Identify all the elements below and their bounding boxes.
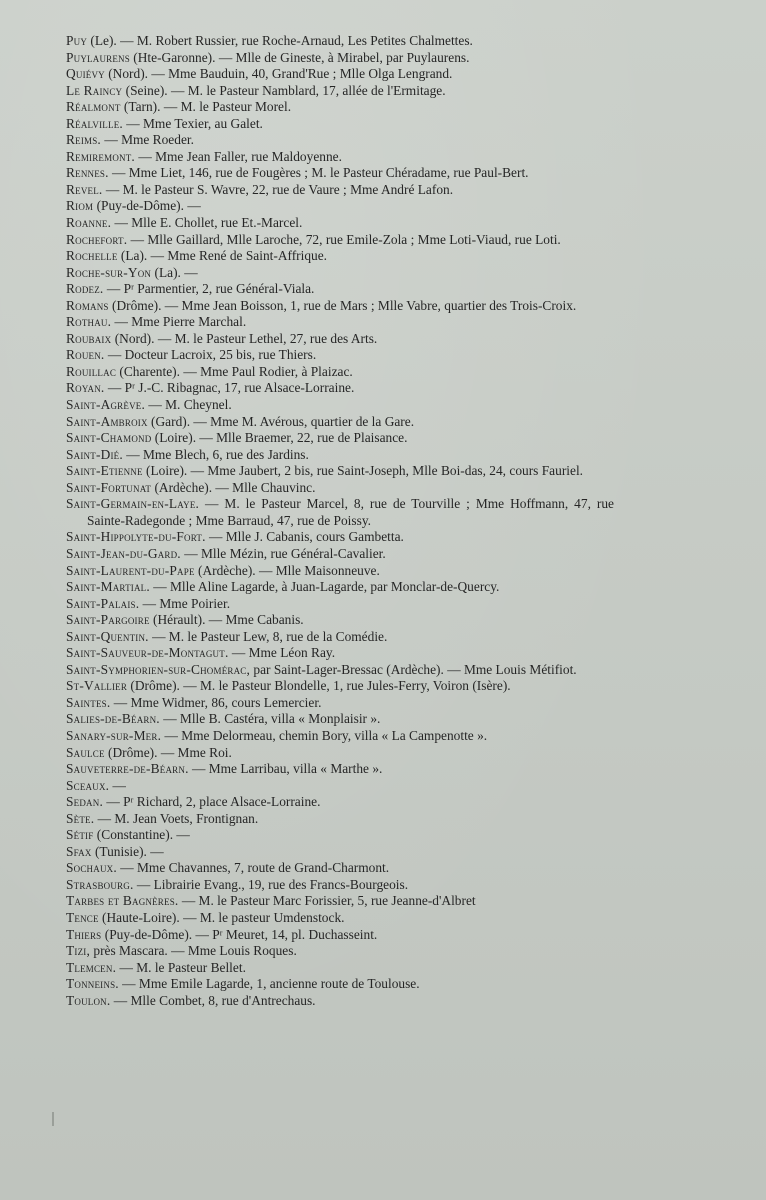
contact-detail: — Docteur Lacroix, 25 bis, rue Thiers. <box>104 347 317 363</box>
directory-entry <box>66 33 614 50</box>
contact-detail: — M. Robert Russier, rue Roche-Arnaud, Les Petites Chalmettes. <box>116 33 473 48</box>
place-region: (Drôme). <box>104 744 158 760</box>
place-name: Rothau. <box>66 314 112 330</box>
place-name: Sochaux. <box>66 860 117 876</box>
contact-detail: — Mme Bauduin, 40, Grand'Rue ; Mlle Olga Lengrand. <box>148 66 453 82</box>
place-name: Tlemcen. <box>66 959 117 975</box>
place-region: (Nord). <box>111 330 155 346</box>
contact-detail: — M. le Pasteur S. Wavre, 22, rue de Vaure ; Mme André Lafon. <box>102 181 454 197</box>
directory-entry <box>66 811 614 828</box>
contact-detail: — Pʳ Meuret, 14, pl. Duchasseint. <box>192 926 378 942</box>
directory-entry <box>66 331 614 348</box>
contact-detail: — Mme Paul Rodier, à Plaizac. <box>179 363 353 379</box>
place-name: Sauveterre-de-Béarn. <box>66 761 189 777</box>
contact-detail: — Pʳ Richard, 2, place Alsace-Lorraine. <box>103 794 321 810</box>
contact-detail: — Mlle E. Chollet, rue Et.-Marcel. <box>111 215 303 231</box>
contact-detail: — <box>173 827 190 843</box>
directory-entry <box>66 298 614 315</box>
place-name: Sète. <box>66 810 95 826</box>
directory-entry <box>66 66 614 83</box>
directory-entry <box>66 794 614 811</box>
place-name: Remiremont. <box>66 148 135 164</box>
directory-entry <box>66 281 614 298</box>
directory-entry <box>66 149 614 166</box>
contact-detail: — M. le Pasteur Bellet. <box>116 959 246 975</box>
place-name: Riom <box>66 198 94 214</box>
place-name: Puylaurens <box>66 49 130 65</box>
contact-detail: — <box>146 843 164 859</box>
directory-entry <box>66 314 614 331</box>
directory-entry <box>66 877 614 894</box>
contact-detail: — Mme Léon Ray. <box>228 645 336 661</box>
place-region: (La). <box>117 248 148 264</box>
place-region: (Charente). <box>116 363 180 379</box>
contact-detail: — Mlle Mézin, rue Général-Cavalier. <box>180 545 386 561</box>
contact-detail: — Mme René de Saint-Affrique. <box>147 248 328 264</box>
place-name: St-Vallier <box>66 678 128 694</box>
contact-detail: — Mme Blech, 6, rue des Jardins. <box>122 446 309 462</box>
contact-detail: — Mlle Gaillard, Mlle Laroche, 72, rue Emile-Zola ; Mme Loti-Viaud, rue Loti. <box>127 231 561 247</box>
place-region: (Hte-Garonne). <box>129 49 216 65</box>
place-name: Puy <box>66 33 88 48</box>
contact-detail: — Mme Widmer, 86, cours Lemercier. <box>110 694 322 710</box>
contact-detail: — Mlle Braemer, 22, rue de Plaisance. <box>196 430 408 446</box>
contact-detail: — Mme Jaubert, 2 bis, rue Saint-Joseph, Mlle Boi-das, 24, cours Fauriel. <box>187 463 584 479</box>
place-name: Salies-de-Béarn. <box>66 711 160 727</box>
place-name: Le Raincy <box>66 82 123 98</box>
contact-detail: — <box>183 198 201 214</box>
place-region: (Puy-de-Dôme). <box>101 926 193 942</box>
place-name: Saint-Dié. <box>66 446 123 462</box>
directory-entry <box>66 728 614 745</box>
place-name: Toulon. <box>66 992 111 1008</box>
directory-entry <box>66 83 614 100</box>
place-name: Saulce <box>66 744 105 760</box>
directory-entry <box>66 960 614 977</box>
contact-detail: — Mlle Aline Lagarde, à Juan-Lagarde, par Monclar-de-Quercy. <box>149 579 500 595</box>
place-name: Saint-Germain-en-Laye. <box>66 496 200 512</box>
place-region: (Constantine). <box>93 827 174 843</box>
directory-entry <box>66 198 614 215</box>
directory-entry <box>66 563 614 580</box>
place-region: (Loire). <box>142 463 188 479</box>
directory-entry <box>66 976 614 993</box>
contact-detail: — M. le Pasteur Blondelle, 1, rue Jules-Ferry, Voiron (Isère). <box>179 678 511 694</box>
place-name: Saintes. <box>66 694 111 710</box>
place-name: Réalville. <box>66 115 123 131</box>
contact-detail: — Mlle Chauvinc. <box>212 479 316 495</box>
place-region: (Drôme). <box>108 297 162 313</box>
place-name: Tarbes et Bagnères. <box>66 893 179 909</box>
place-name: Saint-Ambroix <box>66 413 148 429</box>
contact-detail: — Mme Roeder. <box>100 132 194 148</box>
directory-entry <box>66 116 614 133</box>
directory-entry <box>66 529 614 546</box>
contact-detail: — M. le Pasteur Namblard, 17, allée de l'Ermitage. <box>167 82 446 98</box>
place-name: Saint-Palais. <box>66 595 140 611</box>
place-name: Revel. <box>66 181 103 197</box>
place-name: Saint-Quentin. <box>66 628 149 644</box>
directory-entry <box>66 50 614 67</box>
place-name: Rennes. <box>66 165 109 181</box>
place-region: (Hérault). <box>149 612 206 628</box>
directory-entry <box>66 364 614 381</box>
contact-detail: — Mme Cabanis. <box>205 612 304 628</box>
place-region: (Le). <box>87 33 117 48</box>
place-name: Rochelle <box>66 248 118 264</box>
contact-detail: — Mlle de Gineste, à Mirabel, par Puylaurens. <box>215 49 470 65</box>
place-region: (Puy-de-Dôme). <box>93 198 184 214</box>
directory-entry <box>66 347 614 364</box>
place-name: Saint-Agrève. <box>66 397 146 413</box>
place-name: Tence <box>66 909 99 925</box>
directory-entry <box>66 496 614 529</box>
directory-entry <box>66 993 614 1010</box>
directory-entry <box>66 662 614 679</box>
directory-entry <box>66 778 614 795</box>
directory-entry <box>66 596 614 613</box>
place-region: (Tunisie). <box>91 843 147 859</box>
place-name: Saint-Hippolyte-du-Fort. <box>66 529 206 545</box>
place-region: (Ardèche). <box>151 479 213 495</box>
contact-detail: — Mlle B. Castéra, villa « Monplaisir ». <box>159 711 381 727</box>
place-name: Saint-Symphorien-sur-Chomérac, <box>66 661 251 677</box>
place-name: Sétif <box>66 827 94 843</box>
place-name: Sedan. <box>66 794 103 810</box>
directory-entry <box>66 380 614 397</box>
contact-detail: — Mme Poirier. <box>139 595 231 611</box>
directory-entry <box>66 215 614 232</box>
place-name: Roanne. <box>66 215 112 231</box>
place-name: Saint-Fortunat <box>66 479 152 495</box>
place-region: (Loire). <box>151 430 197 446</box>
place-name: Quiévy <box>66 66 105 82</box>
contact-detail: — Mme Pierre Marchal. <box>111 314 247 330</box>
contact-detail: — M. le Pasteur Lew, 8, rue de la Comédie. <box>148 628 388 644</box>
place-region: (La). <box>151 264 181 280</box>
directory-entry <box>66 645 614 662</box>
place-name: Sanary-sur-Mer. <box>66 727 162 743</box>
directory-entry <box>66 397 614 414</box>
place-name: Tonneins. <box>66 976 119 992</box>
contact-detail: — Mme Roi. <box>157 744 232 760</box>
contact-detail: — M. le Pasteur Morel. <box>160 99 292 115</box>
contact-detail: — Mme M. Avérous, quartier de la Gare. <box>190 413 415 429</box>
directory-entry <box>66 745 614 762</box>
contact-detail: — Pʳ J.-C. Ribagnac, 17, rue Alsace-Lorraine. <box>104 380 355 396</box>
directory-entry <box>66 695 614 712</box>
directory-entry <box>66 711 614 728</box>
place-name: Strasbourg. <box>66 876 134 892</box>
place-name: Reims. <box>66 132 101 148</box>
directory-entry <box>66 827 614 844</box>
contact-detail: — Mme Jean Boisson, 1, rue de Mars ; Mlle Vabre, quartier des Trois-Croix. <box>161 297 577 313</box>
place-name: Sceaux. <box>66 777 110 793</box>
directory-entry <box>66 182 614 199</box>
place-name: Tizi, <box>66 943 91 959</box>
directory-entry <box>66 893 614 910</box>
contact-detail: — Pʳ Parmentier, 2, rue Général-Viala. <box>103 281 315 297</box>
place-name: Saint-Etienne <box>66 463 143 479</box>
directory-entry <box>66 910 614 927</box>
directory-entry <box>66 99 614 116</box>
place-region: près Mascara. <box>90 943 168 959</box>
directory-entry <box>66 927 614 944</box>
place-name: Royan. <box>66 380 105 396</box>
directory-entry <box>66 265 614 282</box>
directory-entry <box>66 612 614 629</box>
place-name: Saint-Sauveur-de-Montagut. <box>66 645 229 661</box>
directory-entry <box>66 480 614 497</box>
place-name: Rouen. <box>66 347 105 363</box>
place-region: (Nord). <box>104 66 149 82</box>
directory-entry <box>66 447 614 464</box>
directory-entry <box>66 165 614 182</box>
contact-detail: — Mme Jean Faller, rue Maldoyenne. <box>134 148 342 164</box>
place-name: Rochefort. <box>66 231 128 247</box>
directory-entry <box>66 414 614 431</box>
contact-detail: — Mme Emile Lagarde, 1, ancienne route de Toulouse. <box>118 976 420 992</box>
place-name: Saint-Jean-du-Gard. <box>66 545 181 561</box>
contact-detail: — Mme Texier, au Galet. <box>122 115 263 131</box>
contact-detail: — M. le Pasteur Marc Forissier, 5, rue Jeanne-d'Albret <box>178 893 476 909</box>
place-name: Roubaix <box>66 330 112 346</box>
place-region: (Seine). <box>122 82 168 98</box>
contact-detail: — Mlle Maisonneuve. <box>255 562 380 578</box>
directory-entry <box>66 943 614 960</box>
place-region: (Gard). <box>147 413 191 429</box>
place-region: (Haute-Loire). <box>98 909 180 925</box>
directory-entry <box>66 132 614 149</box>
directory-entry <box>66 248 614 265</box>
contact-detail: — M. le Pasteur Marcel, 8, rue de Tourville ; Mme Hoffmann, 47, rue Sainte-Radegonde ; Mme Barraud, 47, rue de Poissy. <box>87 496 614 528</box>
contact-detail: par Saint-Lager-Bressac (Ardèche). — Mme Louis Métifiot. <box>250 661 577 677</box>
contact-detail: — Mlle Combet, 8, rue d'Antrechaus. <box>110 992 316 1008</box>
contact-detail: — <box>180 264 198 280</box>
directory-entry <box>66 844 614 861</box>
place-region: (Ardèche). <box>194 562 256 578</box>
directory-entry <box>66 860 614 877</box>
place-name: Saint-Pargoire <box>66 612 150 628</box>
place-name: Saint-Laurent-du-Pape <box>66 562 195 578</box>
directory-entry <box>66 678 614 695</box>
contact-detail: — M. Cheynel. <box>145 397 232 413</box>
contact-detail: — Mme Delormeau, chemin Bory, villa « La Campenotte ». <box>161 727 488 743</box>
directory-entry <box>66 629 614 646</box>
place-name: Thiers <box>66 926 102 942</box>
place-name: Rodez. <box>66 281 104 297</box>
directory-entry <box>66 430 614 447</box>
place-region: (Drôme). <box>127 678 180 694</box>
margin-mark <box>52 1112 54 1126</box>
directory-entry <box>66 463 614 480</box>
directory-entry <box>66 232 614 249</box>
directory-entry <box>66 579 614 596</box>
place-name: Saint-Chamond <box>66 430 152 446</box>
contact-detail: — M. le pasteur Umdenstock. <box>179 909 345 925</box>
place-name: Sfax <box>66 843 92 859</box>
place-name: Roche-sur-Yon <box>66 264 152 280</box>
place-region: (Tarn). <box>120 99 161 115</box>
contact-detail: — Mme Liet, 146, rue de Fougères ; M. le Pasteur Chéradame, rue Paul-Bert. <box>108 165 529 181</box>
contact-detail: — M. le Pasteur Lethel, 27, rue des Arts. <box>154 330 378 346</box>
directory-entry <box>66 761 614 778</box>
contact-detail: — Mlle J. Cabanis, cours Gambetta. <box>205 529 404 545</box>
place-name: Réalmont <box>66 99 121 115</box>
contact-detail: — Mme Larribau, villa « Marthe ». <box>188 761 383 777</box>
contact-detail: — Mme Chavannes, 7, route de Grand-Charmont. <box>116 860 390 876</box>
directory-entry <box>66 546 614 563</box>
contact-detail: — M. Jean Voets, Frontignan. <box>94 810 259 826</box>
place-name: Rouillac <box>66 363 117 379</box>
contact-detail: — Librairie Evang., 19, rue des Francs-Bourgeois. <box>133 876 409 892</box>
address-directory <box>66 33 614 1009</box>
contact-detail: — Mme Louis Roques. <box>167 943 297 959</box>
place-name: Saint-Martial. <box>66 579 150 595</box>
contact-detail: — <box>109 777 126 793</box>
place-name: Romans <box>66 297 109 313</box>
